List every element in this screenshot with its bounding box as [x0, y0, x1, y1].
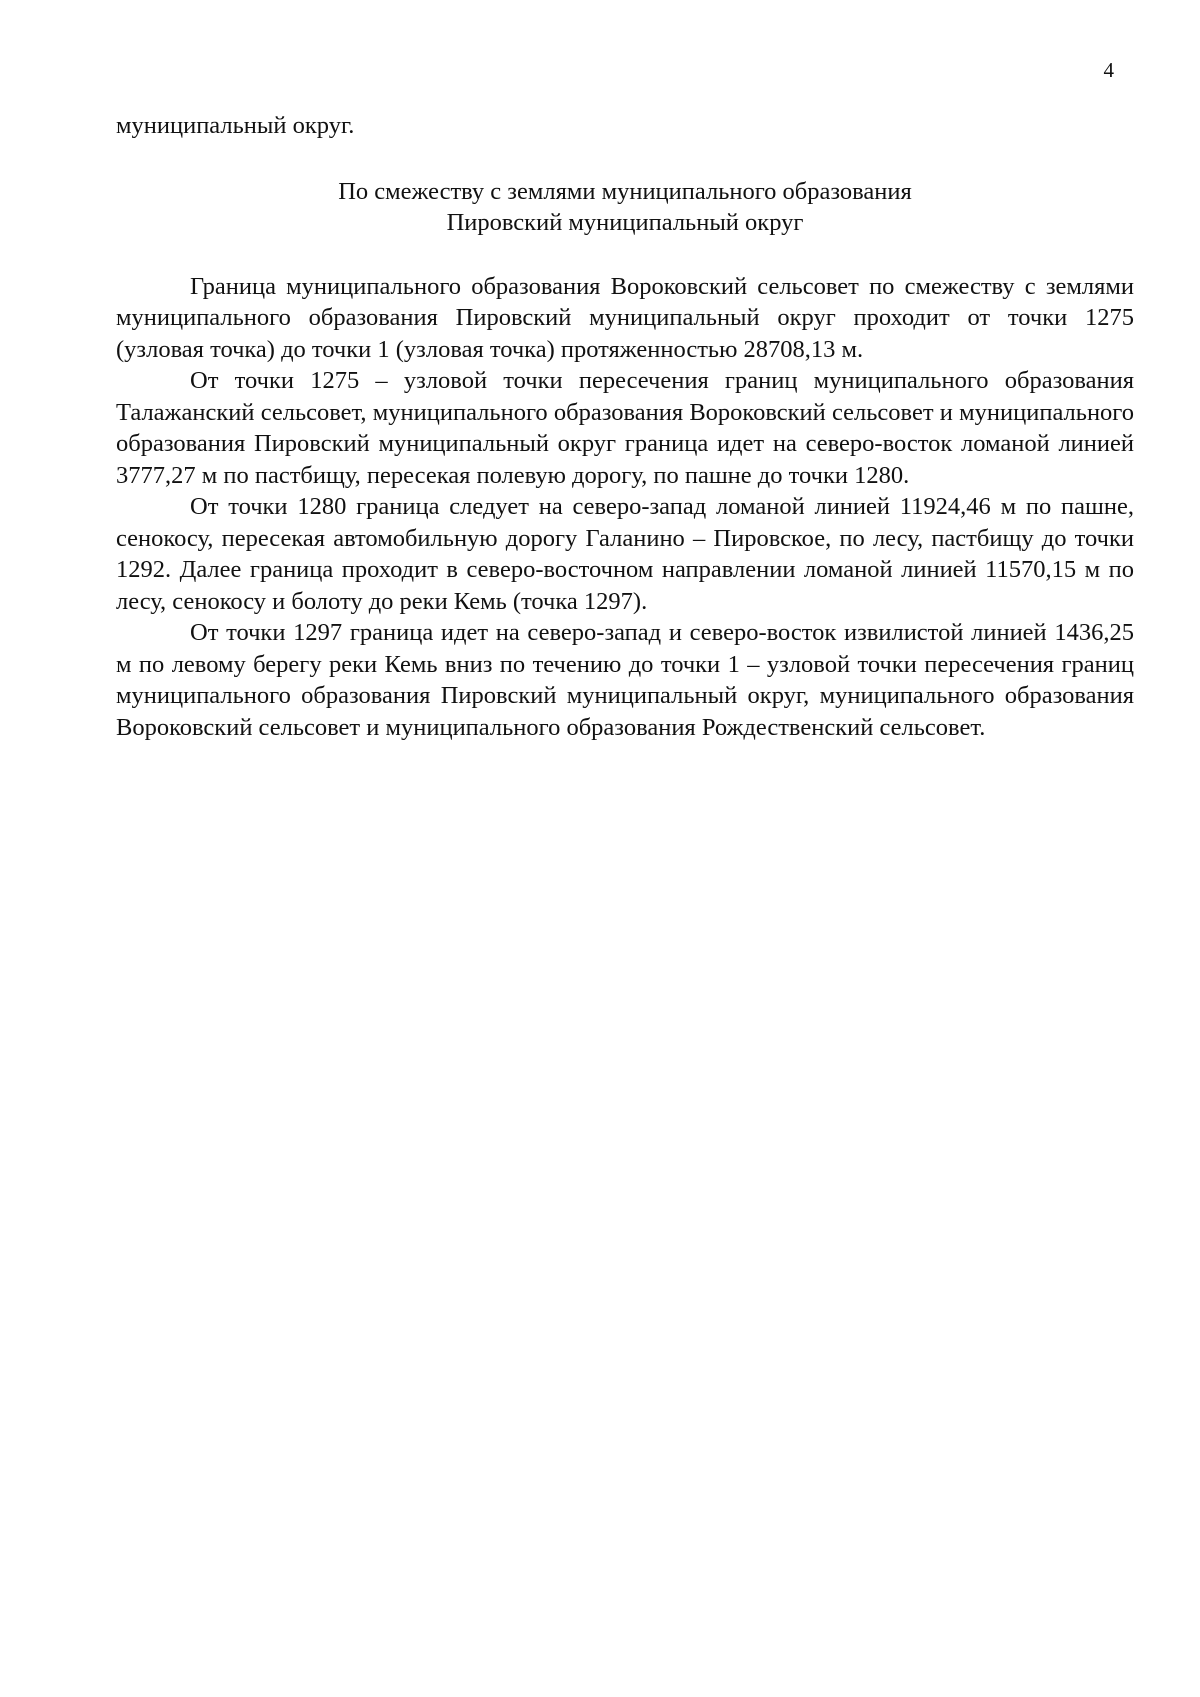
- page-number: 4: [1103, 58, 1114, 82]
- section-heading: [116, 176, 1134, 239]
- document-body: [116, 110, 1134, 743]
- paragraph-boundary-length: Граница муниципального образования Вороковский сельсовет по смежеству с землями муниципального образования Пировский муниципальный округ проходит от точки 1275 (узловая точка) до точки 1 (узловая точка) протяженностью 28708,13 м.: [116, 272, 1134, 363]
- paragraph-from-point-1275: От точки 1275 – узловой точки пересечения границ муниципального образования Талажанский сельсовет, муниципального образования Вороковский сельсовет и муниципального образования Пировский муниципальный округ граница идет на северо-восток ломаной линией 3777,27 м по пастбищу, пересекая полевую дорогу, по пашне до точки 1280.: [116, 367, 1134, 489]
- paragraph-from-point-1297: От точки 1297 граница идет на северо-запад и северо-восток извилистой линией 1436,25 м по левому берегу реки Кемь вниз по течению до точки 1 – узловой точки пересечения границ муниципального образования Пировский муниципальный округ, муниципального образования Вороковский сельсовет и муниципального образования Рождественский сельсовет.: [116, 619, 1134, 741]
- paragraph-from-point-1280: От точки 1280 граница следует на северо-запад ломаной линией 11924,46 м по пашне, сенокосу, пересекая автомобильную дорогу Галанино – Пировское, по лесу, пастбищу до точки 1292. Далее граница проходит в северо-восточном направлении ломаной линией 11570,15 м по лесу, сенокосу и болоту до реки Кемь (точка 1297).: [116, 493, 1134, 615]
- section-heading-line-1: По смежеству с землями муниципального образования: [338, 177, 912, 205]
- section-heading-line-2: Пировский муниципальный округ: [446, 209, 804, 236]
- continuation-text: муниципальный округ.: [116, 112, 355, 139]
